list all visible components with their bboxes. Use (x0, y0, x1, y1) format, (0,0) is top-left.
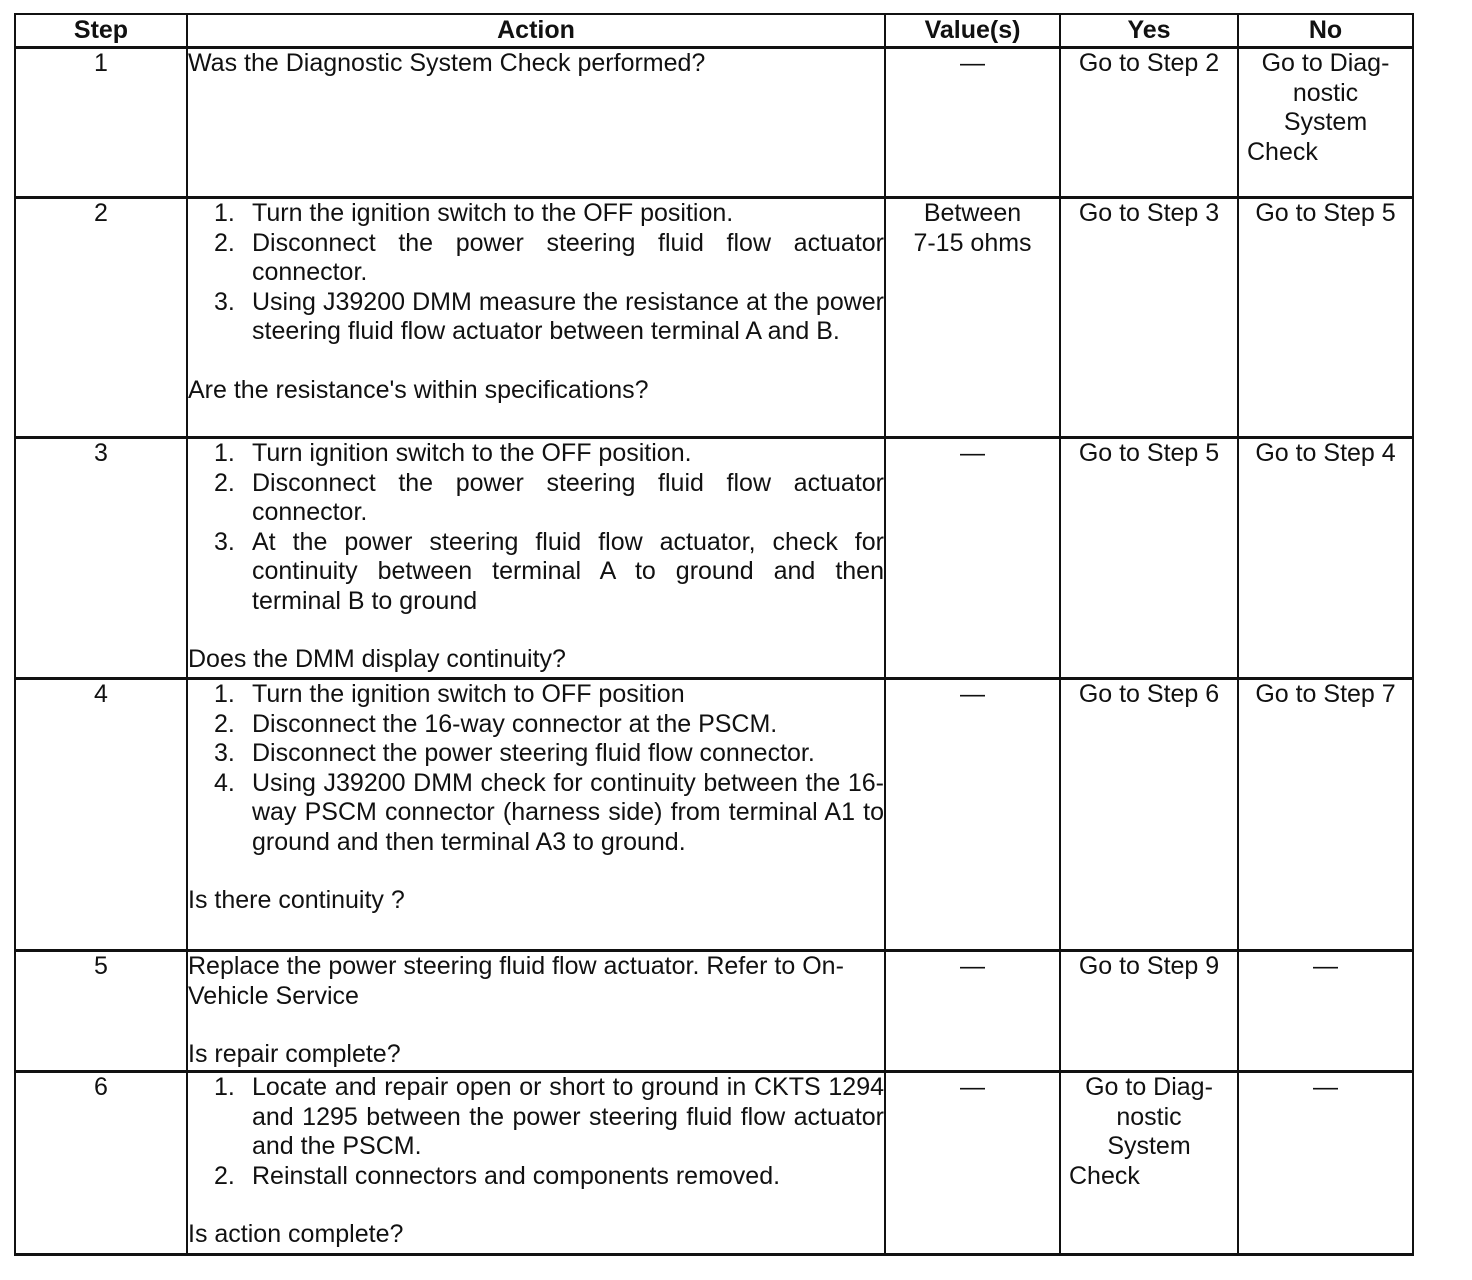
yes-cell: Go to Step 5 (1060, 438, 1238, 679)
header-yes: Yes (1060, 14, 1238, 48)
action-steps-list (188, 1073, 884, 1191)
item-number: 4. (214, 768, 235, 797)
action-steps-list (188, 199, 884, 347)
action-step-item (214, 768, 884, 858)
action-steps-list (188, 680, 884, 857)
action-cell (187, 951, 885, 1072)
action-question: Is action complete? (188, 1220, 404, 1248)
table-row-step-6 (15, 1072, 1413, 1255)
item-text: Reinstall connectors and components removed. (252, 1161, 781, 1190)
step-number: 5 (15, 951, 187, 1072)
item-number: 3. (214, 527, 235, 556)
action-steps-list (188, 439, 884, 616)
item-text: Disconnect the power steering fluid flow connector. (252, 739, 815, 767)
item-text: Using J39200 DMM check for continuity between the 16-way PSCM connector (harness side) from terminal A1 to ground and then terminal A3 to ground. (252, 768, 884, 856)
value-line: Between (923, 199, 1022, 227)
action-cell (187, 1072, 885, 1255)
table-row-step-5 (15, 951, 1413, 1072)
value-line: 7-15 ohms (913, 228, 1032, 257)
action-step-item (214, 709, 884, 740)
step-number: 4 (15, 679, 187, 951)
action-step-item (214, 1073, 884, 1162)
action-cell (187, 438, 885, 679)
action-step-item (214, 228, 884, 288)
action-text: Was the Diagnostic System Check performed? (188, 49, 706, 77)
header-step: Step (15, 14, 187, 48)
step-number: 1 (15, 48, 187, 198)
item-text: Disconnect the power steering fluid flow actuator connector. (252, 228, 884, 286)
item-text: At the power steering fluid flow actuator, check for continuity between terminal A to ground and then terminal B to ground (252, 527, 884, 615)
value-cell: — (885, 1072, 1060, 1255)
action-cell (187, 48, 885, 198)
action-question: Does the DMM display continuity? (188, 645, 566, 673)
action-step-item (214, 468, 884, 528)
item-text: Disconnect the 16-way connector at the PSCM. (252, 709, 778, 738)
header-action: Action (187, 14, 885, 48)
yes-line: nostic (1116, 1102, 1182, 1131)
value-cell: — (885, 951, 1060, 1072)
item-text: Locate and repair open or short to ground in CKTS 1294 and 1295 between the power steering fluid flow actuator and the PSCM. (252, 1073, 884, 1160)
action-step-item (214, 527, 884, 617)
header-no: No (1238, 14, 1413, 48)
yes-cell: Go to Step 6 (1060, 679, 1238, 951)
yes-line: Check (1069, 1161, 1140, 1190)
item-number: 1. (214, 680, 235, 708)
value-cell (885, 198, 1060, 438)
action-step-item (214, 199, 884, 229)
action-step-item (214, 680, 884, 710)
action-step-item (214, 1161, 884, 1192)
item-number: 3. (214, 739, 235, 767)
step-number: 2 (15, 198, 187, 438)
item-number: 3. (214, 287, 235, 316)
yes-cell: Go to Step 3 (1060, 198, 1238, 438)
item-number: 2. (214, 468, 235, 497)
action-text: Replace the power steering fluid flow actuator. Refer to On-Vehicle Service (188, 952, 844, 1010)
diagnostic-table (14, 13, 1414, 1256)
header-row (15, 14, 1413, 48)
no-line: nostic (1292, 78, 1359, 107)
action-cell (187, 198, 885, 438)
item-text: Turn ignition switch to the OFF position. (252, 439, 692, 467)
yes-line: Go to Diag- (1085, 1073, 1213, 1101)
item-number: 1. (214, 439, 235, 467)
item-number: 2. (214, 228, 235, 257)
action-step-item (214, 287, 884, 347)
action-question: Are the resistance's within specifications? (188, 375, 649, 404)
item-text: Disconnect the power steering fluid flow actuator connector. (252, 468, 884, 526)
value-cell: — (885, 679, 1060, 951)
yes-line: System (1107, 1132, 1191, 1160)
item-number: 1. (214, 199, 235, 227)
diagnostic-table-sheet (14, 13, 1412, 1256)
action-cell (187, 679, 885, 951)
no-cell: Go to Step 4 (1238, 438, 1413, 679)
action-step-item (214, 739, 884, 769)
action-question: Is there continuity ? (188, 886, 405, 914)
no-cell (1238, 48, 1413, 198)
table-row-step-1 (15, 48, 1413, 198)
item-number: 2. (214, 1161, 235, 1190)
step-number: 6 (15, 1072, 187, 1255)
header-values: Value(s) (885, 14, 1060, 48)
no-cell: — (1238, 951, 1413, 1072)
value-cell: — (885, 48, 1060, 198)
value-cell: — (885, 438, 1060, 679)
item-text: Using J39200 DMM measure the resistance at the power steering fluid flow actuator between terminal A and B. (252, 287, 884, 345)
action-step-item (214, 439, 884, 469)
item-text: Turn the ignition switch to the OFF position. (252, 199, 734, 227)
no-line: System (1283, 108, 1368, 136)
table-row-step-4 (15, 679, 1413, 951)
item-number: 2. (214, 709, 235, 738)
no-cell: — (1238, 1072, 1413, 1255)
no-cell: Go to Step 7 (1238, 679, 1413, 951)
item-text: Turn the ignition switch to OFF position (252, 680, 685, 708)
action-question: Is repair complete? (188, 1040, 401, 1068)
table-row-step-3 (15, 438, 1413, 679)
yes-cell (1060, 1072, 1238, 1255)
yes-cell: Go to Step 9 (1060, 951, 1238, 1072)
step-number: 3 (15, 438, 187, 679)
no-cell: Go to Step 5 (1238, 198, 1413, 438)
no-line: Go to Diag- (1261, 49, 1390, 77)
no-line: Check (1247, 137, 1318, 166)
yes-cell: Go to Step 2 (1060, 48, 1238, 198)
item-number: 1. (214, 1073, 235, 1101)
table-row-step-2 (15, 198, 1413, 438)
